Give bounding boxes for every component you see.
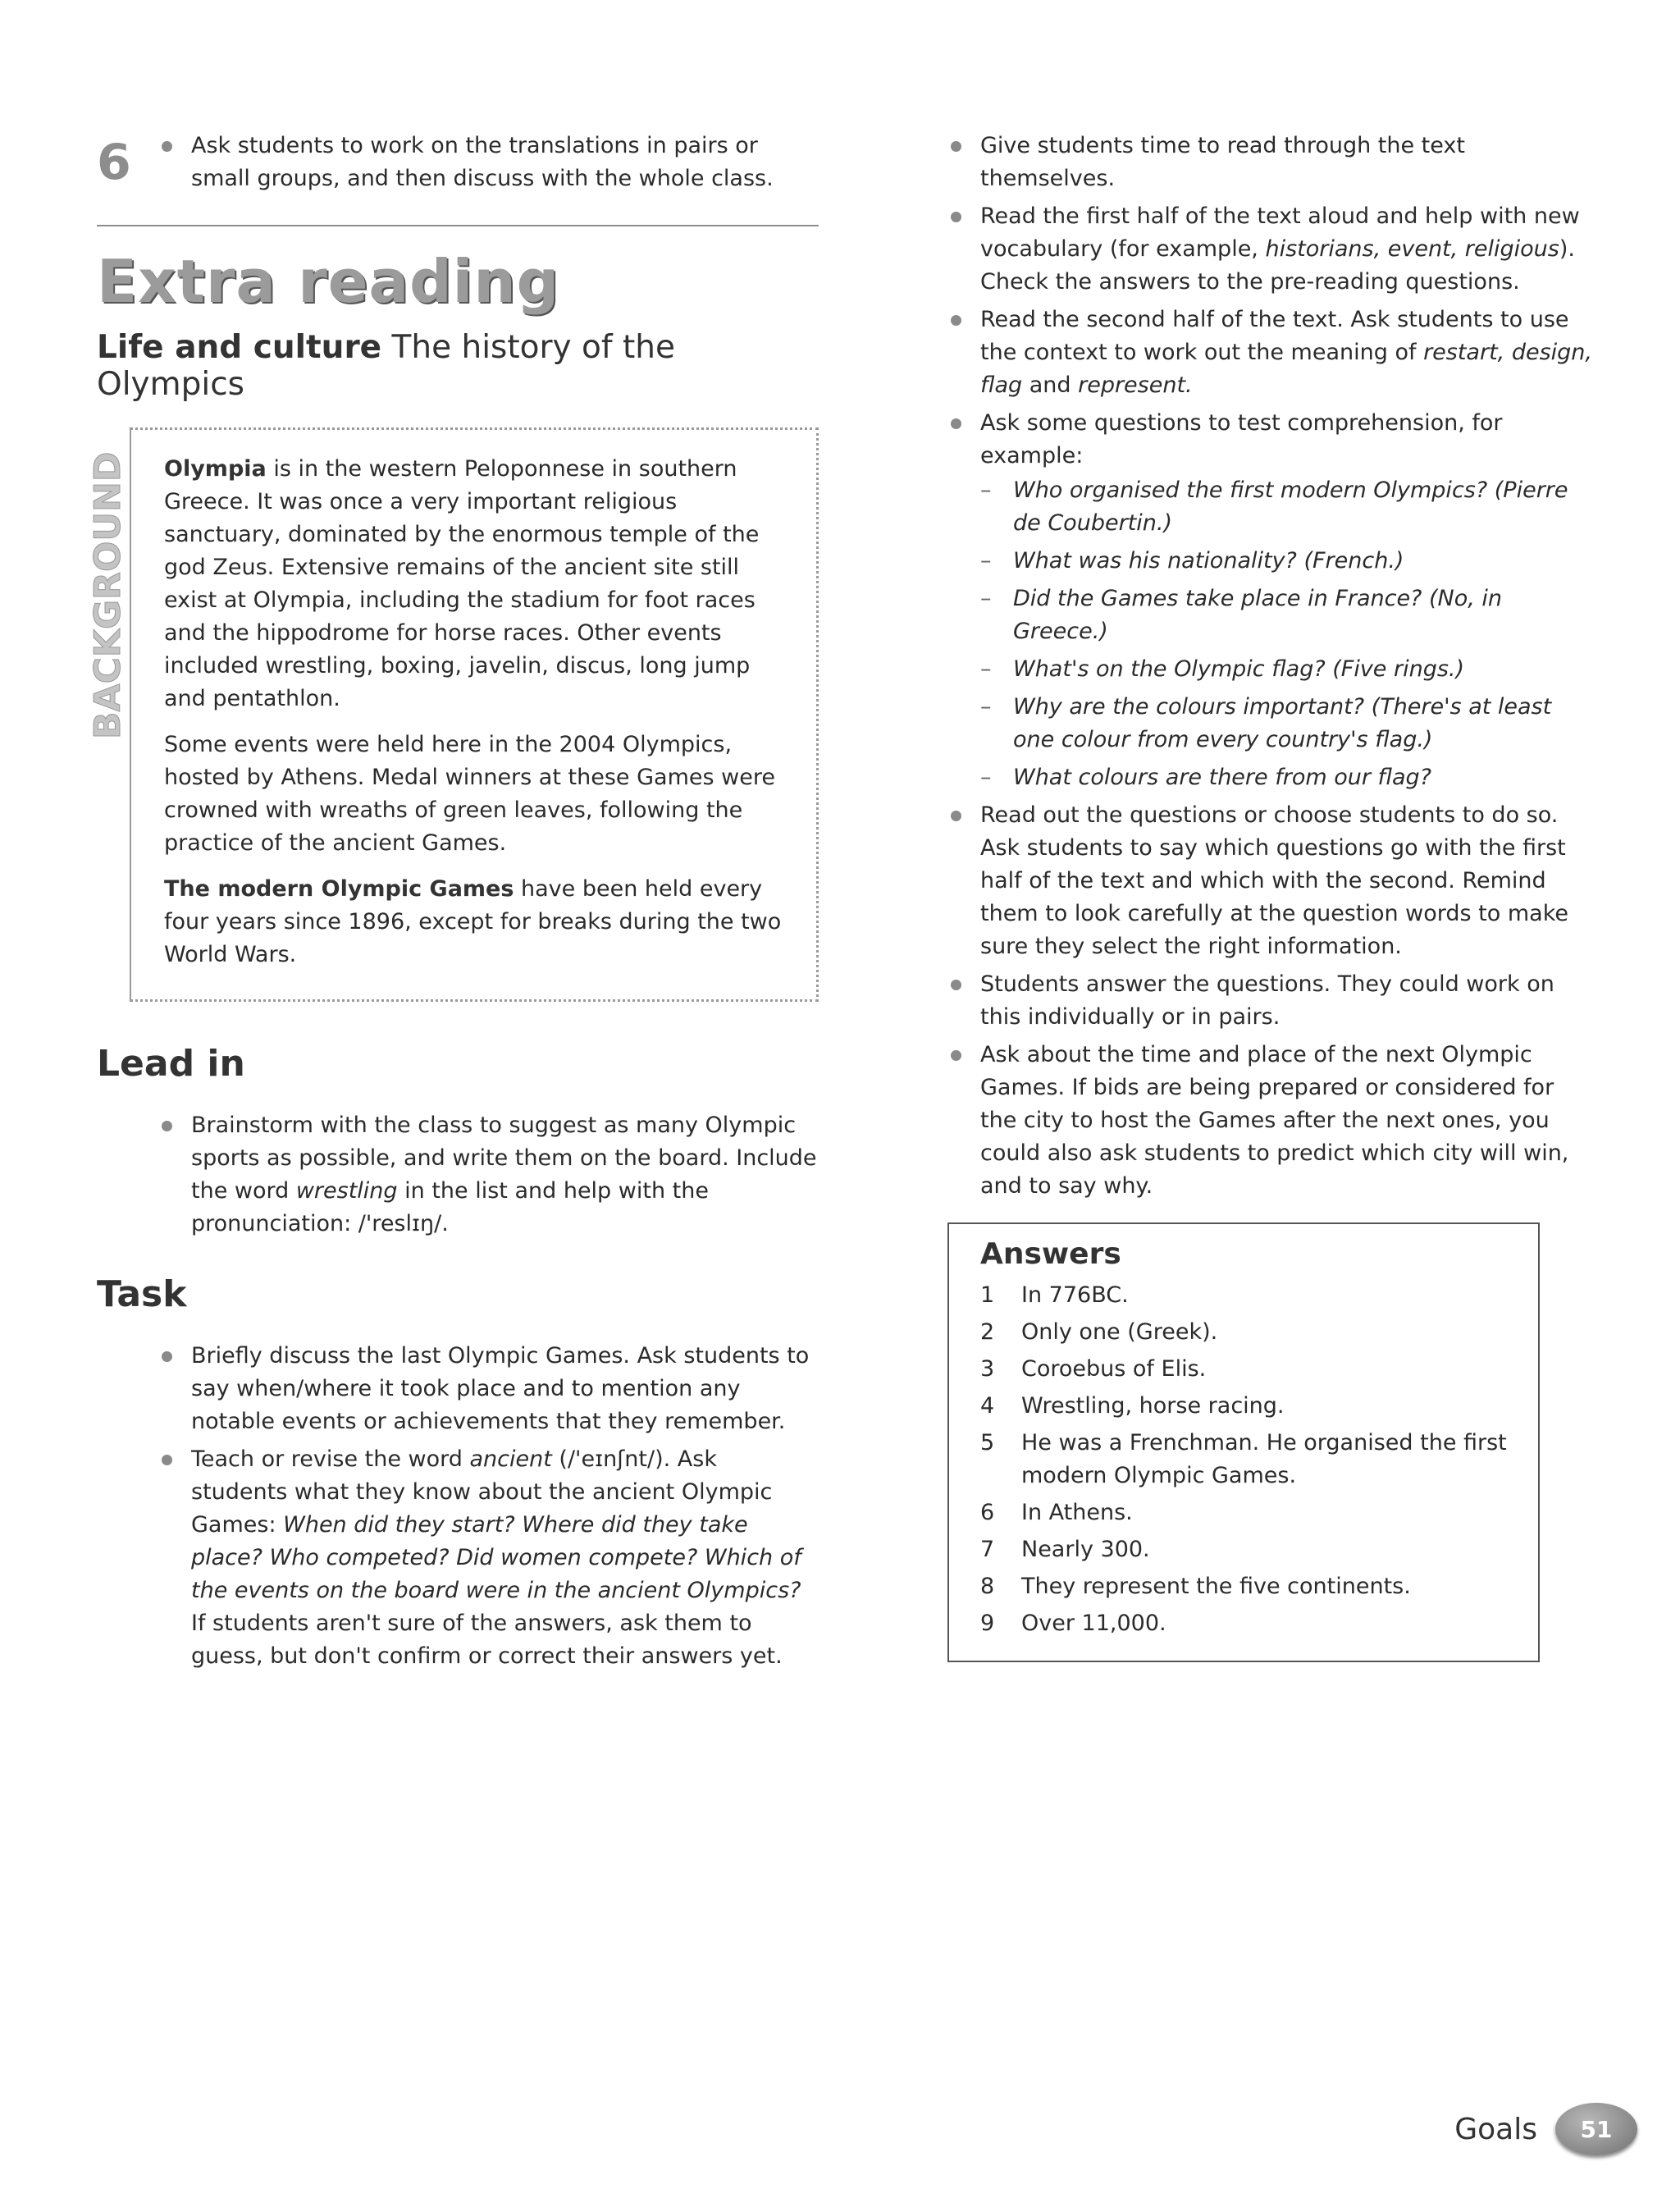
lead-in-heading: Lead in	[97, 1043, 245, 1085]
background-paragraph: Some events were held here in the 2004 Olympics, hosted by Athens. Medal winners at these Games were crowned with wreaths of green leaves, following the practice of the ancient Games.	[164, 732, 775, 857]
answer-item: 7 Nearly 300.	[980, 1537, 1150, 1562]
list-item: Read the second half of the text. Ask students to use the context to work out the meaning of restart, design, flag and represent.	[947, 304, 1596, 402]
list-item: Teach or revise the word ancient (/'eɪnʃnt/). Ask students what they know about the ancient Olympic Games: When did they start? Where did they take place? Who competed? Did women compete? Which of the events on the board were in the ancient Olympics? If students aren't sure of the answers, ask them to guess, but don't confirm or correct their answers yet.	[158, 1443, 819, 1673]
book-title: Goals	[1454, 2112, 1537, 2146]
list-item: Briefly discuss the last Olympic Games. Ask students to say when/where it took place and to mention any notable events or achievements that they remember.	[158, 1340, 819, 1438]
answer-item: 5 He was a Frenchman. He organised the first modern Olympic Games.	[980, 1430, 1507, 1488]
subtitle-text: The history of the Olympics	[97, 329, 676, 404]
list-item: Students answer the questions. They could work on this individually or in pairs.	[947, 968, 1596, 1034]
section-number: 6	[97, 134, 131, 191]
list-item: Ask students to work on the translations in pairs or small groups, and then discuss with the whole class.	[158, 130, 819, 195]
list-item: Give students time to read through the text themselves.	[947, 130, 1596, 195]
task-heading: Task	[97, 1273, 187, 1316]
answer-item: 3 Coroebus of Elis.	[980, 1356, 1207, 1382]
question-item: – What was his nationality? (French.)	[980, 545, 1596, 578]
lead-in-list	[158, 1109, 819, 1241]
task-list	[158, 1340, 819, 1673]
answer-item: 4 Wrestling, horse racing.	[980, 1393, 1285, 1419]
answer-item: 1 In 776BC.	[980, 1282, 1129, 1308]
question-list	[980, 474, 1596, 794]
list-item: Ask some questions to test comprehension, for example: – Who organised the first modern Olympics? (Pierre de Coubertin.) – What was his nationality? (French.) – Did the Games take place in France? (No, in Greece.) – What's on the Olympic flag? (Five rings.) – Why are the colours important? (There's at least one colour from every country's flag.) – What colours are there from our flag?	[947, 407, 1596, 794]
left-column	[87, 130, 819, 1706]
background-text: have been held every four years since 1896, except for breaks during the two World Wars.	[164, 876, 782, 968]
background-paragraph	[164, 453, 792, 715]
question-item: – Did the Games take place in France? (No, in Greece.)	[980, 583, 1596, 648]
page-title: Extra reading	[97, 247, 560, 316]
answer-item: 9 Over 11,000.	[980, 1611, 1166, 1636]
question-item: – What's on the Olympic flag? (Five rings.)	[980, 653, 1596, 686]
right-column	[947, 130, 1596, 1662]
background-box	[87, 427, 819, 1002]
list-item: Read the first half of the text aloud and help with new vocabulary (for example, historians, event, religious). Check the answers to the pre-reading questions.	[947, 200, 1596, 299]
background-label	[82, 427, 133, 739]
page-footer	[1454, 2103, 1637, 2155]
answers-list	[980, 1279, 1522, 1640]
task-section	[97, 1273, 819, 1673]
answers-heading: Answers	[980, 1237, 1121, 1271]
subtitle-bold: Life and culture	[97, 329, 382, 367]
background-label-text: BACKGROUND	[87, 451, 129, 740]
answer-item: 6 In Athens.	[980, 1500, 1133, 1525]
background-content	[130, 427, 819, 1002]
answer-item: 8 They represent the five continents.	[980, 1574, 1411, 1599]
list-item: Brainstorm with the class to suggest as many Olympic sports as possible, and write them on the board. Include the word wrestling in the list and help with the pronunciation: /'reslɪŋ/.	[158, 1109, 819, 1241]
answers-box	[947, 1222, 1540, 1662]
list-item: Ask about the time and place of the next Olympic Games. If bids are being prepared or considered for the city to host the Games after the next ones, you could also ask students to predict which city will win, and to say why.	[947, 1039, 1596, 1203]
procedure-list	[947, 130, 1596, 1203]
subtitle	[97, 329, 819, 403]
question-item: – Who organised the first modern Olympics? (Pierre de Coubertin.)	[980, 474, 1596, 540]
background-text: is in the western Peloponnese in southern Greece. It was once a very important religious sanctuary, dominated by the enormous temple of the god Zeus. Extensive remains of the ancient site still exist at Olympia, including the stadium for foot races and the hippodrome for horse races. Other events included wrestling, boxing, javelin, discus, long jump and pentathlon.	[164, 456, 760, 712]
lead-in-section	[97, 1043, 819, 1241]
section-6	[97, 130, 819, 195]
background-term: Olympia	[164, 456, 267, 482]
question-item: – What colours are there from our flag?	[980, 761, 1596, 794]
answer-item: 2 Only one (Greek).	[980, 1319, 1218, 1345]
list-item: Read out the questions or choose students to do so. Ask students to say which questions go with the first half of the text and which with the second. Remind them to look carefully at the question words to make sure they select the right information.	[947, 799, 1596, 963]
background-paragraph	[164, 873, 792, 971]
background-term: The modern Olympic Games	[164, 876, 514, 903]
page-number-badge: 51	[1555, 2103, 1637, 2155]
section-6-list	[158, 130, 819, 195]
divider	[97, 225, 819, 226]
question-item: – Why are the colours important? (There's at least one colour from every country's flag.)	[980, 691, 1596, 756]
